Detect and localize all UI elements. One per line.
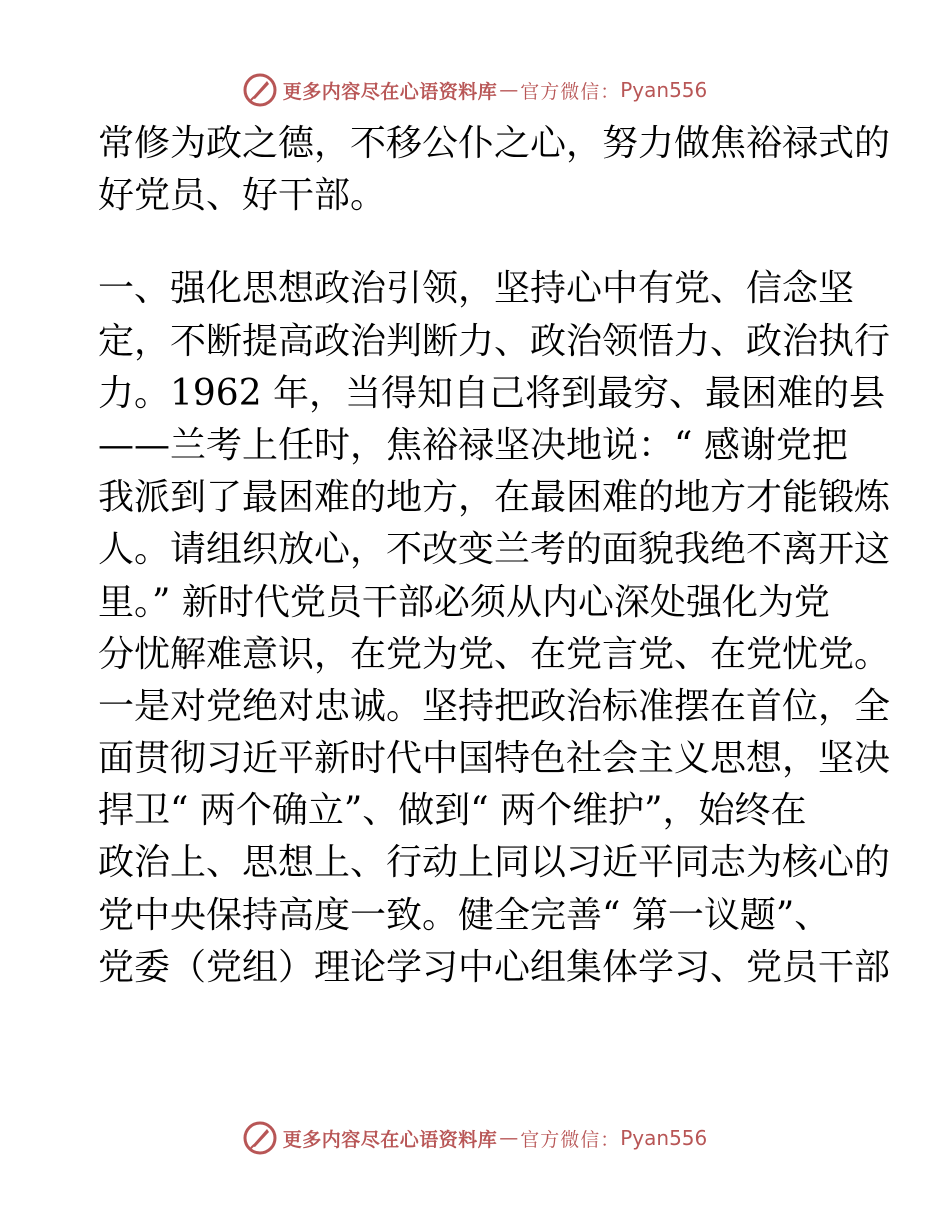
- text-line: 一是对党绝对忠诚。坚持把政治标准摆在首位，全: [98, 685, 891, 727]
- header-banner: [0, 70, 950, 110]
- text-line: 力。1962 年，当得知自己将到最穷、最困难的县: [98, 372, 886, 414]
- text-line: 常修为政之德，不移公仆之心，努力做焦裕禄式的: [98, 123, 891, 164]
- paragraph-1: [98, 118, 891, 222]
- footer-banner: [0, 1118, 950, 1158]
- wechat-label: 官方微信：: [520, 80, 621, 103]
- feather-pen-circle-icon: [243, 1121, 277, 1155]
- site-name: 更多内容尽在心语资料库: [282, 80, 498, 103]
- feather-pen-circle-icon: [243, 73, 277, 107]
- text-line: 我派到了最困难的地方，在最困难的地方才能锻炼: [98, 477, 891, 519]
- text-line: 捍卫“ 两个确立”、做到“ 两个维护”，始终在: [98, 790, 807, 832]
- banner-separator: —: [499, 1127, 519, 1149]
- text-line: 政治上、思想上、行动上同以习近平同志为核心的: [98, 842, 891, 884]
- text-line: 分忧解难意识，在党为党、在党言党、在党忧党。: [98, 633, 891, 675]
- text-line: 好党员、好干部。: [98, 175, 387, 217]
- document-body: [98, 118, 891, 994]
- paragraph-2: [98, 263, 891, 994]
- text-line: 里。” 新时代党员干部必须从内心深处强化为党: [98, 581, 830, 623]
- wechat-label: 官方微信：: [520, 1128, 621, 1151]
- banner-separator: —: [499, 79, 519, 101]
- text-line: 定，不断提高政治判断力、政治领悟力、政治执行: [98, 320, 891, 362]
- site-name: 更多内容尽在心语资料库: [282, 1128, 498, 1151]
- text-line: 人。请组织放心，不改变兰考的面貌我绝不离开这: [98, 529, 891, 571]
- text-line: 面贯彻习近平新时代中国特色社会主义思想，坚决: [98, 738, 891, 780]
- text-line: ——兰考上任时，焦裕禄坚决地说：“ 感谢党把: [98, 424, 848, 466]
- wechat-id: Pyan556: [620, 1126, 708, 1150]
- text-line: 党中央保持高度一致。健全完善“ 第一议题”、: [98, 894, 831, 936]
- wechat-id: Pyan556: [620, 78, 708, 102]
- section-heading-line: 一、强化思想政治引领，坚持心中有党、信念坚: [98, 268, 855, 310]
- text-line: 党委（党组）理论学习中心组集体学习、党员干部: [98, 946, 891, 988]
